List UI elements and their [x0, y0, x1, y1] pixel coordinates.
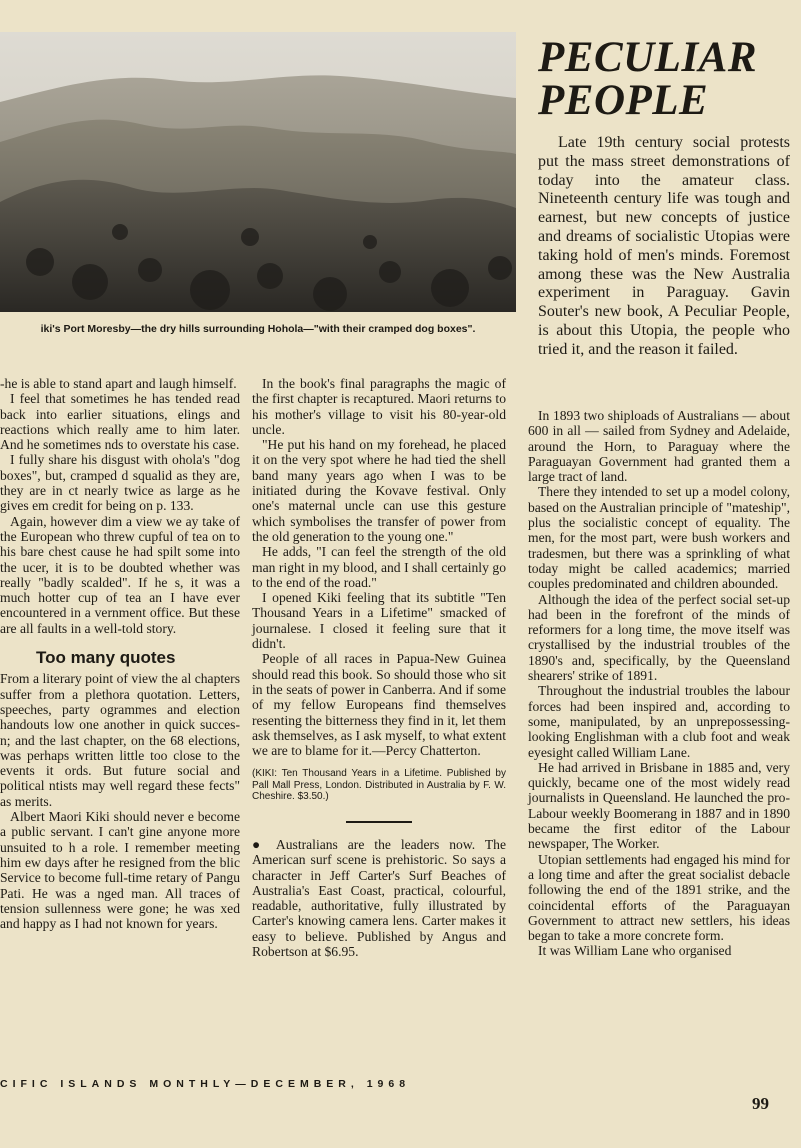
paragraph: Albert Maori Kiki should never e become a public servant. I can't gine anyone more unsuited to h a role. I remember meeting him ew days after he resigned from the blic Service to become full-time retary of Pangu Pati. He was a nged man. All traces of tension sullenness were gone; he was xed and happy as I had not known for years. [0, 809, 240, 932]
paragraph: He had arrived in Brisbane in 1885 and, very quickly, became one of the most widely read journalists in Queensland. He launched the pro-Labour weekly Boomerang in 1887 and in 1890 became the first editor of the Labour newspaper, The Worker. [528, 759, 790, 852]
lead-paragraph: Late 19th century social protests put the mass street demonstrations of today into the amateur class. Nineteenth century life was tough and earnest, but new concepts of justice and dreams of socialistic Utopias were taking hold of men's minds. Foremost among these was the New Australia experiment in Paraguay. Gavin Souter's new book, A Peculiar People, is about this Utopia, the people who tried it, and the reason it failed. [538, 134, 790, 358]
paragraph: In 1893 two shiploads of Australians — about 600 in all — sailed from Sydney and Adelaide, around the Horn, to Paraguay where the Paraguayan Government had granted them a large tract of land. [528, 408, 790, 485]
paragraph: Utopian settlements had engaged his mind for a long time and after the great socialist debacle following the end of the 1891 strike, and the coincidental efforts of the Paraguayan Government to attract new settlers, his ideas began to take a more concrete form. [528, 851, 790, 944]
running-footer: CIFIC ISLANDS MONTHLY—DECEMBER, 1968 [0, 1078, 411, 1090]
paragraph: People of all races in Papua-New Guinea should read this book. So should those who sit in the seats of power in Canberra. And if some of my fellow Europeans find themselves resenting the bitterness they find in it, let them ask themselves, as I ask myself, to what extent we are to blame for it.—Percy Chatterton. [252, 651, 506, 759]
photo-hills [0, 32, 516, 312]
article-lead [538, 134, 790, 360]
paragraph: Again, however dim a view we ay take of the European who threw cupful of tea on to his bare chest cause he had spilt some into the ucer, it is to be doubted whether was really "badly scalded". If he s, it was a much hotter cup of tea an I have ever encountered in a vernment office. But these are all faults in a well-told story. [0, 513, 240, 636]
paragraph: He adds, "I can feel the strength of the old man right in my blood, and I shall certainly go to the end of the road." [252, 544, 506, 590]
title-line-2: PEOPLE [538, 77, 709, 124]
column-1 [0, 376, 240, 931]
paragraph: "He put his hand on my forehead, he placed it on the very spot where he had tied the shell band many years ago when I was to be initiated during the Kovave festival. Only one's maternal uncle can use this gesture which symbolises the transfer of power from the old generation to the young one." [252, 437, 506, 544]
paragraph: Although the idea of the perfect social set-up had been in the forefront of the minds of reformers for a long time, the move itself was crystallised by the industrial troubles of the 1890's and, specifically, by the Queensland shearers' strike of 1891. [528, 591, 790, 684]
paragraph: I fully share his disgust with ohola's "dog boxes", but, cramped d squalid as they are, they are in ct nearly twice as large as he gives em credit for being on p. 133. [0, 452, 240, 514]
page-number: 99 [752, 1094, 769, 1113]
paragraph: I feel that sometimes he has tended read back into earlier situations, elings and reactions which really ame to him later. And he sometimes nds to overstate his case. [0, 391, 240, 453]
paragraph: -he is able to stand apart and laugh himself. [0, 376, 237, 391]
paragraph: ● Australians are the leaders now. The American surf scene is prehistoric. So says a character in Jeff Carter's Surf Beaches of Australia's East Coast, practical, colourful, readable, authoritative, fully illustrated by Carter's knowing camera lens. Carter makes it easy to believe. Published by Angus and Robertson at $6.95. [252, 836, 506, 959]
paragraph: It was William Lane who organised [538, 943, 732, 959]
column-2 [252, 376, 506, 959]
subheading: Too many quotes [36, 648, 176, 668]
title-line-1: PECULIAR [538, 34, 758, 81]
paragraph: I opened Kiki feeling that its subtitle "Ten Thousand Years in a Lifetime" smacked of journalese. I closed it feeling sure that it didn't. [252, 590, 506, 652]
paragraph: From a literary point of view the al chapters suffer from a plethora quotation. Letters, speeches, party ogrammes and election handouts low one another in quick succes-n; and the last chapter, on the 68 elections, was perhaps written little too close to the events it ords. But future social and political ntists may well regard these fects" as merits. [0, 671, 240, 809]
paragraph: There they intended to set up a model colony, based on the Australian principle of "mateship", plus the socialistic concept of equality. The men, for the most part, were bush workers and tradesmen, but there was a sprinkling of what today might be called academics; married couples predominated and children abounded. [528, 484, 790, 592]
paragraph: Throughout the industrial troubles the labour forces had been inspired and, according to some, manipulated, by an unprepossessing-looking Englishman with a club foot and weak eyesight called William Lane. [528, 683, 790, 760]
column-3 [528, 408, 790, 959]
bibliographic-note: (KIKI: Ten Thousand Years in a Lifetime. Published by Pall Mall Press, London. Distributed in Australia by F. W. Cheshire. $3.50.) [252, 768, 506, 803]
article-title [538, 36, 788, 122]
photo-caption: iki's Port Moresby—the dry hills surrounding Hohola—"with their cramped dog boxes". [40, 323, 476, 335]
paragraph: In the book's final paragraphs the magic of the first chapter is recaptured. Maori returns to his mother's village to visit his 80-year-old uncle. [252, 376, 506, 437]
landscape-photo-icon [0, 32, 516, 312]
divider [346, 821, 412, 823]
